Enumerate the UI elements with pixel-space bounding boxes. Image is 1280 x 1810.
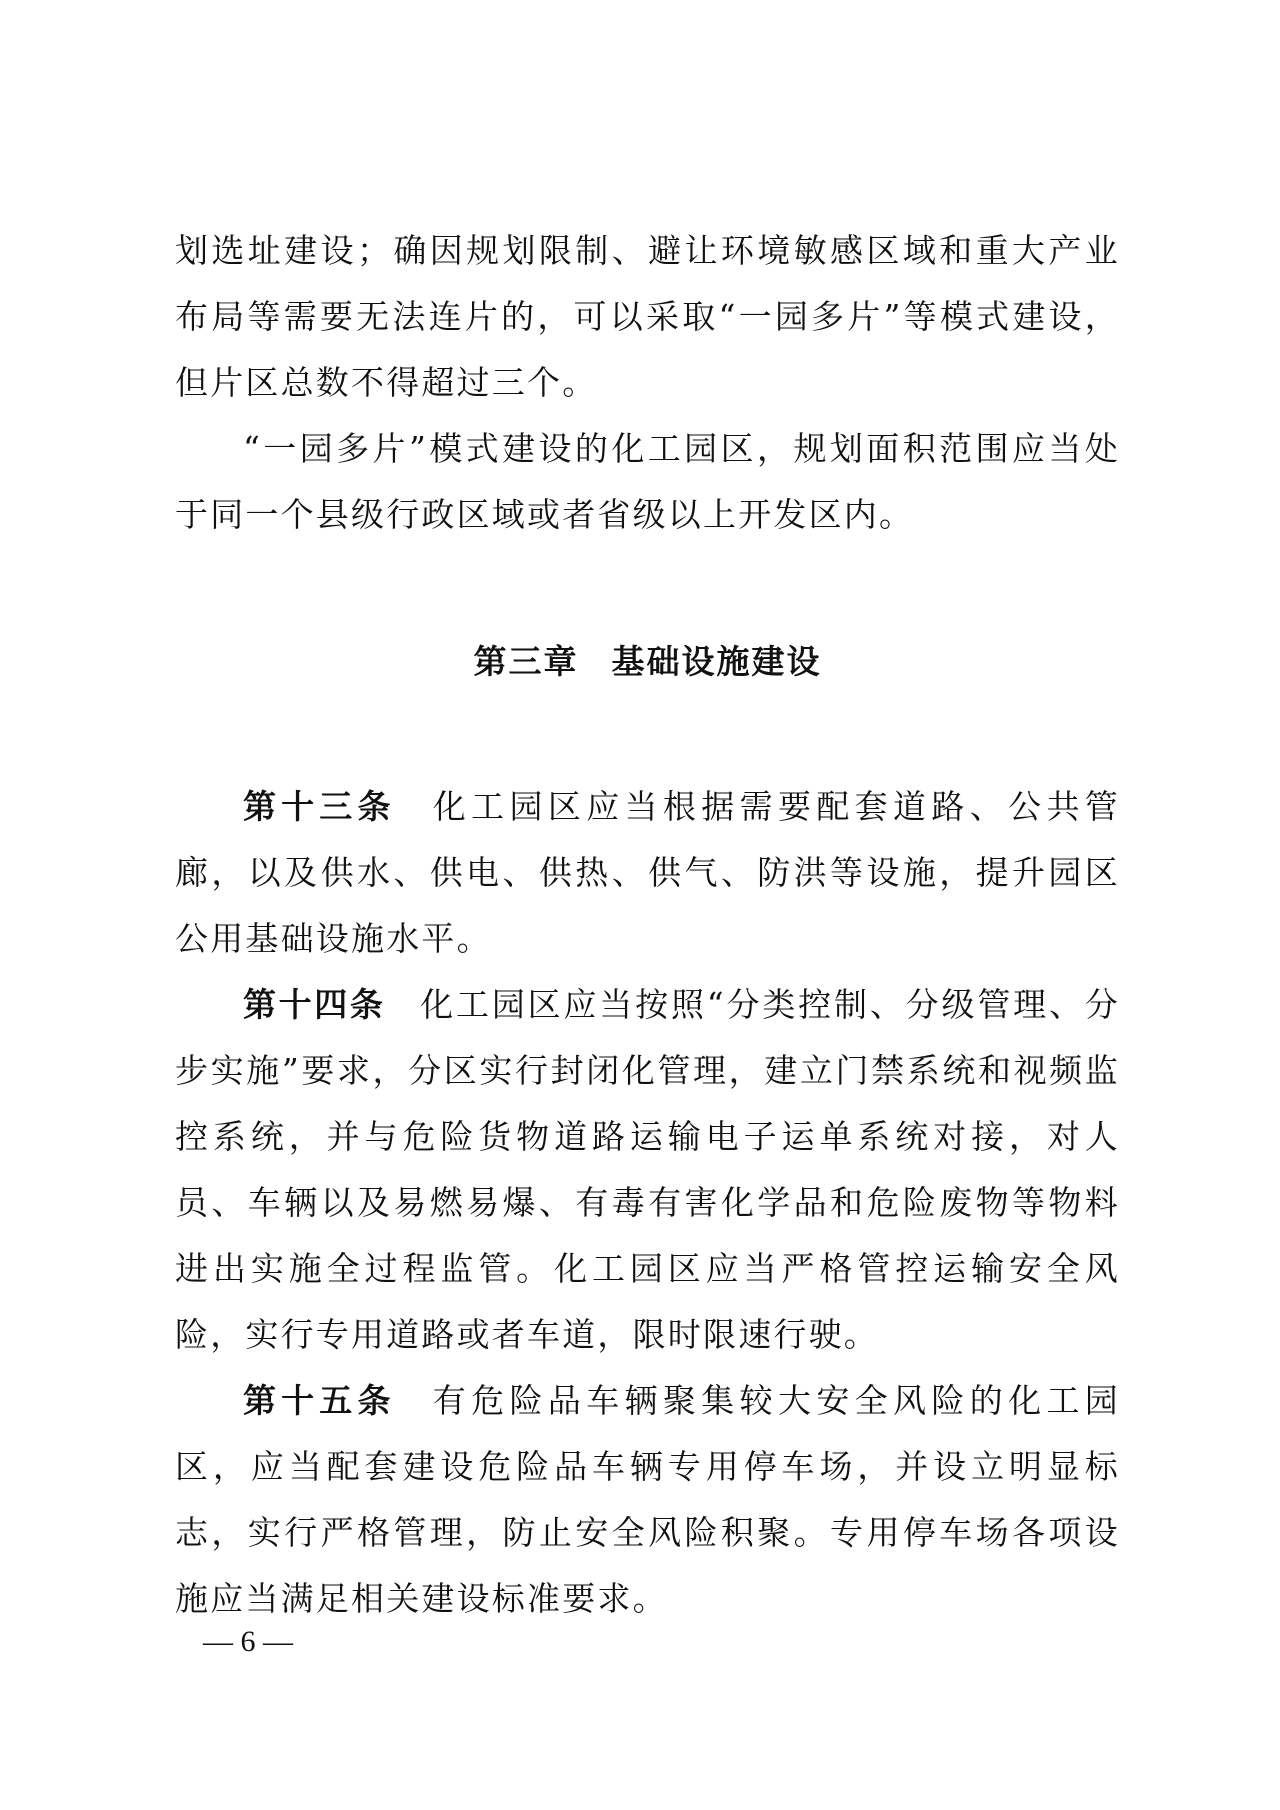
chapter-title: 基础设施建设 [611,642,822,681]
article-14 [175,972,1120,1368]
article-label: 第十三条 [243,787,396,826]
page-number: — 6 — [203,1625,293,1658]
article-15 [175,1368,1120,1632]
article-text: 化工园区应当根据需要配套道路、公共管廊，以及供水、供电、供热、供气、防洪等设施，提升园区公用基础设施水平。 [175,787,1120,958]
article-text: 化工园区应当按照“分类控制、分级管理、分步实施”要求，分区实行封闭化管理，建立门禁系统和视频监控系统，并与危险货物道路运输电子运单系统对接，对人员、车辆以及易燃易爆、有毒有害化学品和危险废物等物料进出实施全过程监管。化工园区应当严格管控运输安全风险，实行专用道路或者车道，限时限速行驶。 [175,985,1121,1354]
chapter-number: 第三章 [473,642,579,681]
chapter-heading [175,636,1120,688]
paragraph-multi-zone-park: “一园多片”模式建设的化工园区，规划面积范围应当处于同一个县级行政区域或者省级以上开发区内。 [175,429,1120,534]
article-label: 第十四条 [243,985,386,1024]
article-label: 第十五条 [243,1381,396,1420]
article-text: 有危险品车辆聚集较大安全风险的化工园区，应当配套建设危险品车辆专用停车场，并设立明显标志，实行严格管理，防止安全风险积聚。专用停车场各项设施应当满足相关建设标准要求。 [175,1381,1120,1618]
paragraph-continuation: 划选址建设；确因规划限制、避让环境敏感区域和重大产业布局等需要无法连片的，可以采取“一园多片”等模式建设，但片区总数不得超过三个。 [175,231,1120,402]
document-body [175,218,1120,1632]
article-13 [175,774,1120,972]
